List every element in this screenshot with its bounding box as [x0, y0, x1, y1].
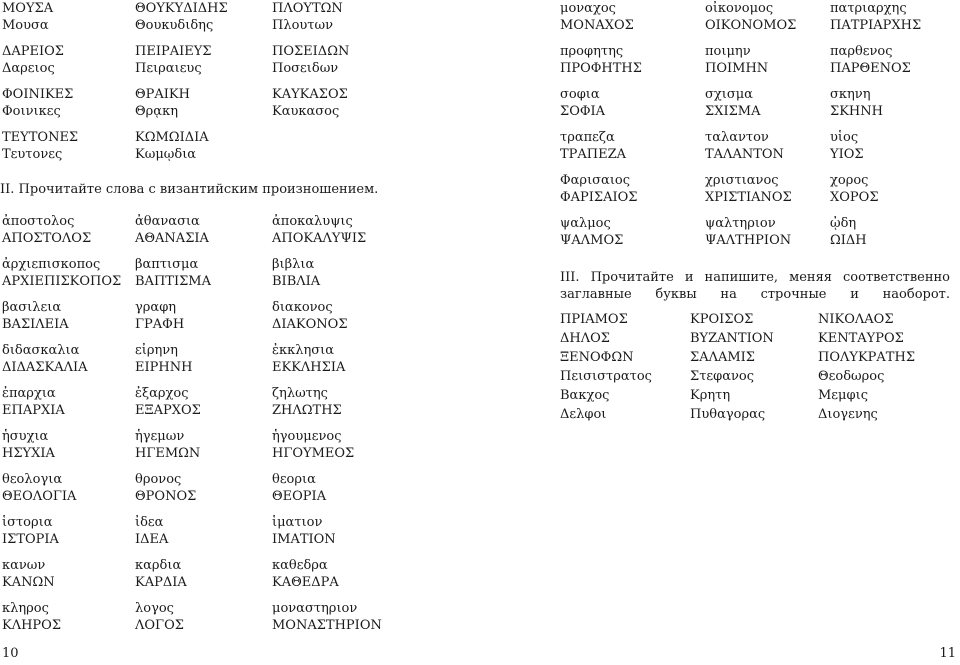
- exercise-word: Πεισιστρατος: [560, 369, 652, 384]
- word-bottom: ΑΠΟΣΤΟΛΟΣ: [2, 231, 92, 246]
- word-bottom: ΘΕΟΛΟΓΙΑ: [2, 489, 77, 504]
- word-bottom: Τευτονες: [2, 147, 63, 162]
- word-bottom: ΙΔΕΑ: [135, 532, 169, 547]
- right-page: [480, 0, 960, 665]
- word-bottom: ΚΑΡΔΙΑ: [135, 575, 187, 590]
- word-top: χριστιανος: [705, 173, 779, 188]
- word-bottom: Πειραιευς: [135, 61, 202, 76]
- word-top: ΜΟΥΣΑ: [2, 1, 54, 16]
- word-pair: [2, 385, 65, 419]
- word-pair: [2, 557, 55, 591]
- exercise-word: ΠΡΙΑΜΟΣ: [560, 312, 628, 327]
- word-top: ἱστορια: [2, 515, 53, 530]
- word-bottom: ΔΙΔΑΣΚΑΛΙΑ: [2, 360, 88, 375]
- exercise-word: ΔΗΛΟΣ: [560, 331, 610, 346]
- word-bottom: ΙΣΤΟΡΙΑ: [2, 532, 59, 547]
- word-top: οἰκονομος: [705, 1, 774, 16]
- word-top: βιβλια: [272, 257, 315, 272]
- word-bottom: ΠΑΤΡΙΑΡΧΗΣ: [830, 18, 922, 33]
- word-pair: [272, 428, 354, 462]
- word-pair: [272, 600, 382, 634]
- word-pair: [2, 0, 53, 34]
- word-bottom: ΨΑΛΜΟΣ: [560, 233, 624, 248]
- word-pair: [272, 557, 339, 591]
- word-top: ψαλμος: [560, 216, 611, 231]
- word-bottom: ΕΞΑΡΧΟΣ: [135, 403, 201, 418]
- word-top: ΘΡΑΙΚΗ: [135, 87, 190, 102]
- word-pair: [830, 43, 911, 77]
- word-bottom: ΠΟΙΜΗΝ: [705, 61, 769, 76]
- word-top: Φαρισαιος: [560, 173, 631, 188]
- word-top: ψαλτηριον: [705, 216, 776, 231]
- word-bottom: ΚΑΝΩΝ: [2, 575, 55, 590]
- word-top: βαπτισμα: [135, 257, 199, 272]
- word-pair: [272, 299, 348, 333]
- word-top: κληρος: [2, 601, 49, 616]
- word-top: διακονος: [272, 300, 333, 315]
- word-top: σοφια: [560, 87, 600, 102]
- word-bottom: ΧΡΙΣΤΙΑΝΟΣ: [705, 190, 792, 205]
- exercise-word: Στεφανος: [690, 369, 755, 384]
- word-top: λογος: [135, 601, 174, 616]
- word-pair: [705, 172, 792, 206]
- word-bottom: ΛΟΓΟΣ: [135, 618, 184, 633]
- word-top: βασιλεια: [2, 300, 62, 315]
- word-top: καρδια: [135, 558, 182, 573]
- word-bottom: ΑΡΧΙΕΠΙΣΚΟΠΟΣ: [2, 274, 122, 289]
- word-bottom: ΘΡΟΝΟΣ: [135, 489, 197, 504]
- word-top: εἰρηνη: [135, 343, 178, 358]
- word-top: ποιμην: [705, 44, 751, 59]
- word-pair: [2, 600, 61, 634]
- word-pair: [135, 0, 228, 34]
- word-bottom: ΧΟΡΟΣ: [830, 190, 879, 205]
- word-pair: [135, 557, 187, 591]
- word-bottom: ΣΧΙΣΜΑ: [705, 104, 761, 119]
- word-pair: [705, 86, 760, 120]
- word-bottom: ΕΚΚΛΗΣΙΑ: [272, 360, 346, 375]
- word-pair: [2, 514, 59, 548]
- word-pair: [135, 385, 201, 419]
- word-pair: [2, 86, 73, 120]
- word-bottom: ΔΙΑΚΟΝΟΣ: [272, 317, 348, 332]
- exercise-word: ΞΕΝΟΦΩΝ: [560, 350, 634, 365]
- word-top: ἡγουμενος: [272, 429, 342, 444]
- word-bottom: Πλουτων: [272, 18, 334, 33]
- word-bottom: Θουκυδιδης: [135, 18, 214, 33]
- word-bottom: ΗΓΟΥΜΕΟΣ: [272, 446, 355, 461]
- exercise-word: ΚΡΟΙΣΟΣ: [690, 312, 754, 327]
- word-bottom: ΒΑΣΙΛΕΙΑ: [2, 317, 69, 332]
- word-pair: [135, 428, 200, 462]
- word-bottom: ΕΙΡΗΝΗ: [135, 360, 193, 375]
- word-bottom: ΘΕΟΡΙΑ: [272, 489, 327, 504]
- word-pair: [135, 471, 196, 505]
- word-pair: [272, 86, 348, 120]
- word-bottom: ΣΚΗΝΗ: [830, 104, 883, 119]
- word-top: ἰδεα: [135, 515, 164, 530]
- word-bottom: Δαρειος: [2, 61, 55, 76]
- word-bottom: ΚΛΗΡΟΣ: [2, 618, 62, 633]
- exercise-word: Πυθαγορας: [690, 407, 766, 422]
- word-pair: [2, 299, 69, 333]
- word-pair: [135, 342, 192, 376]
- word-bottom: ΒΙΒΛΙΑ: [272, 274, 321, 289]
- word-bottom: Ποσειδων: [272, 61, 339, 76]
- word-pair: [2, 342, 88, 376]
- exercise-word: Κρητη: [690, 388, 731, 403]
- word-top: ἐξαρχος: [135, 386, 189, 401]
- exercise-word: ΚΕΝΤΑΥΡΟΣ: [818, 331, 904, 346]
- word-bottom: ΜΟΝΑΧΟΣ: [560, 18, 634, 33]
- word-bottom: ΦΑΡΙΣΑΙΟΣ: [560, 190, 638, 205]
- word-pair: [2, 428, 55, 462]
- word-pair: [2, 471, 76, 505]
- word-top: ΠΕΙΡΑΙΕΥΣ: [135, 44, 212, 59]
- word-pair: [830, 215, 867, 249]
- word-pair: [135, 43, 212, 77]
- word-bottom: ΙΜΑΤΙΟΝ: [272, 532, 336, 547]
- word-bottom: ΚΑΘΕΔΡΑ: [272, 575, 339, 590]
- word-pair: [705, 0, 796, 34]
- word-bottom: ΜΟΝΑΣΤΗΡΙΟΝ: [272, 618, 382, 633]
- word-bottom: ΠΑΡΘΕΝΟΣ: [830, 61, 911, 76]
- word-top: ΠΛΟΥΤΩΝ: [272, 1, 343, 16]
- word-top: ἡσυχια: [2, 429, 49, 444]
- word-top: μοναχος: [560, 1, 616, 16]
- word-top: πατριαρχης: [830, 1, 907, 16]
- word-top: ΤΕΥΤΟΝΕΣ: [2, 130, 79, 145]
- word-top: ΠΟΣΕΙΔΩΝ: [272, 44, 350, 59]
- word-top: ΘΟΥΚΥΔΙΔΗΣ: [135, 1, 228, 16]
- word-top: ἀποκαλυψις: [272, 214, 353, 229]
- word-pair: [705, 129, 784, 163]
- word-pair: [560, 86, 605, 120]
- word-pair: [135, 86, 190, 120]
- page-number-right: 11: [939, 646, 956, 661]
- word-pair: [272, 514, 336, 548]
- word-pair: [830, 86, 883, 120]
- word-bottom: Κωμῳδια: [135, 147, 197, 162]
- word-top: ζηλωτης: [272, 386, 328, 401]
- word-pair: [135, 213, 209, 247]
- left-page: [0, 0, 470, 665]
- word-pair: [272, 342, 345, 376]
- word-top: ἀποστολος: [2, 214, 75, 229]
- word-top: ΚΑΥΚΑΣΟΣ: [272, 87, 348, 102]
- word-pair: [2, 213, 91, 247]
- word-top: ἱματιον: [272, 515, 323, 530]
- section-3-heading: III. Прочитайте и напишите, меняя соответственно заглавные буквы на строчные и наоборот.: [560, 270, 950, 302]
- word-bottom: ΟΙΚΟΝΟΜΟΣ: [705, 18, 797, 33]
- word-pair: [272, 385, 342, 419]
- word-bottom: ΨΑΛΤΗΡΙΟΝ: [705, 233, 792, 248]
- exercise-word: ΠΟΛΥΚΡΑΤΗΣ: [818, 350, 916, 365]
- word-top: παρθενος: [830, 44, 893, 59]
- section-2-heading: II. Прочитайте слова с византийским произношением.: [0, 182, 379, 197]
- exercise-word: Βακχος: [560, 388, 610, 403]
- word-top: διδασκαλια: [2, 343, 80, 358]
- word-pair: [135, 299, 184, 333]
- word-top: ᾠδη: [830, 216, 857, 231]
- exercise-word: Διογενης: [818, 407, 878, 422]
- word-bottom: Φοινικες: [2, 104, 61, 119]
- word-pair: [272, 471, 326, 505]
- word-top: ἡγεμων: [135, 429, 185, 444]
- word-top: ΦΟΙΝΙΚΕΣ: [2, 87, 74, 102]
- word-bottom: ΤΑΛΑΝΤΟΝ: [705, 147, 784, 162]
- word-top: ἐπαρχια: [2, 386, 56, 401]
- word-pair: [135, 256, 211, 290]
- word-pair: [560, 215, 623, 249]
- word-bottom: Καυκασος: [272, 104, 340, 119]
- word-pair: [705, 43, 768, 77]
- word-pair: [272, 43, 349, 77]
- word-bottom: ΖΗΛΩΤΗΣ: [272, 403, 342, 418]
- word-bottom: ΥΙΟΣ: [830, 147, 864, 162]
- word-pair: [272, 0, 343, 34]
- word-pair: [135, 514, 168, 548]
- word-pair: [272, 213, 366, 247]
- word-pair: [2, 256, 121, 290]
- word-bottom: ΓΡΑΦΗ: [135, 317, 185, 332]
- word-bottom: ΑΘΑΝΑΣΙΑ: [135, 231, 209, 246]
- word-bottom: ΒΑΠΤΙΣΜΑ: [135, 274, 211, 289]
- word-pair: [830, 0, 921, 34]
- word-top: ἀρχιεπισκοπος: [2, 257, 101, 272]
- word-pair: [830, 129, 864, 163]
- word-pair: [2, 129, 78, 163]
- word-pair: [135, 600, 184, 634]
- word-top: ΔΑΡΕΙΟΣ: [2, 44, 64, 59]
- word-bottom: ΠΡΟΦΗΤΗΣ: [560, 61, 642, 76]
- word-bottom: Μουσα: [2, 18, 49, 33]
- exercise-word: Δελφοι: [560, 407, 607, 422]
- word-bottom: ΑΠΟΚΑΛΥΨΙΣ: [272, 231, 367, 246]
- word-bottom: ΗΓΕΜΩΝ: [135, 446, 201, 461]
- exercise-word: ΒΥΖΑΝΤΙΟΝ: [690, 331, 774, 346]
- word-top: μοναστηριον: [272, 601, 358, 616]
- word-bottom: ΕΠΑΡΧΙΑ: [2, 403, 65, 418]
- word-top: τραπεζα: [560, 130, 615, 145]
- word-top: προφητης: [560, 44, 624, 59]
- word-top: θεορια: [272, 472, 316, 487]
- page-number-left: 10: [2, 646, 19, 661]
- word-pair: [135, 129, 209, 163]
- word-pair: [560, 129, 626, 163]
- word-pair: [560, 172, 638, 206]
- word-bottom: Θρᾳκη: [135, 104, 178, 119]
- word-top: κανων: [2, 558, 46, 573]
- exercise-word: ΝΙΚΟΛΑΟΣ: [818, 312, 894, 327]
- exercise-word: Μεμφις: [818, 388, 868, 403]
- word-bottom: ΣΟΦΙΑ: [560, 104, 606, 119]
- exercise-word: ΣΑΛΑΜΙΣ: [690, 350, 755, 365]
- word-top: σκηνη: [830, 87, 871, 102]
- word-top: υἱος: [830, 130, 859, 145]
- word-top: σχισμα: [705, 87, 753, 102]
- word-top: χορος: [830, 173, 869, 188]
- word-top: καθεδρα: [272, 558, 328, 573]
- word-pair: [560, 43, 642, 77]
- word-pair: [272, 256, 320, 290]
- word-pair: [830, 172, 879, 206]
- word-top: ταλαντον: [705, 130, 769, 145]
- word-pair: [2, 43, 64, 77]
- exercise-word: Θεοδωρος: [818, 369, 885, 384]
- word-pair: [560, 0, 634, 34]
- word-top: γραφη: [135, 300, 177, 315]
- word-top: ἀθανασια: [135, 214, 200, 229]
- word-pair: [705, 215, 791, 249]
- word-top: θρονος: [135, 472, 182, 487]
- word-top: θεολογια: [2, 472, 63, 487]
- word-bottom: ΩΙΔΗ: [830, 233, 867, 248]
- word-bottom: ΗΣΥΧΙΑ: [2, 446, 55, 461]
- word-top: ἐκκλησια: [272, 343, 335, 358]
- word-top: ΚΩΜΩΙΔΙΑ: [135, 130, 209, 145]
- word-bottom: ΤΡΑΠΕΖΑ: [560, 147, 627, 162]
